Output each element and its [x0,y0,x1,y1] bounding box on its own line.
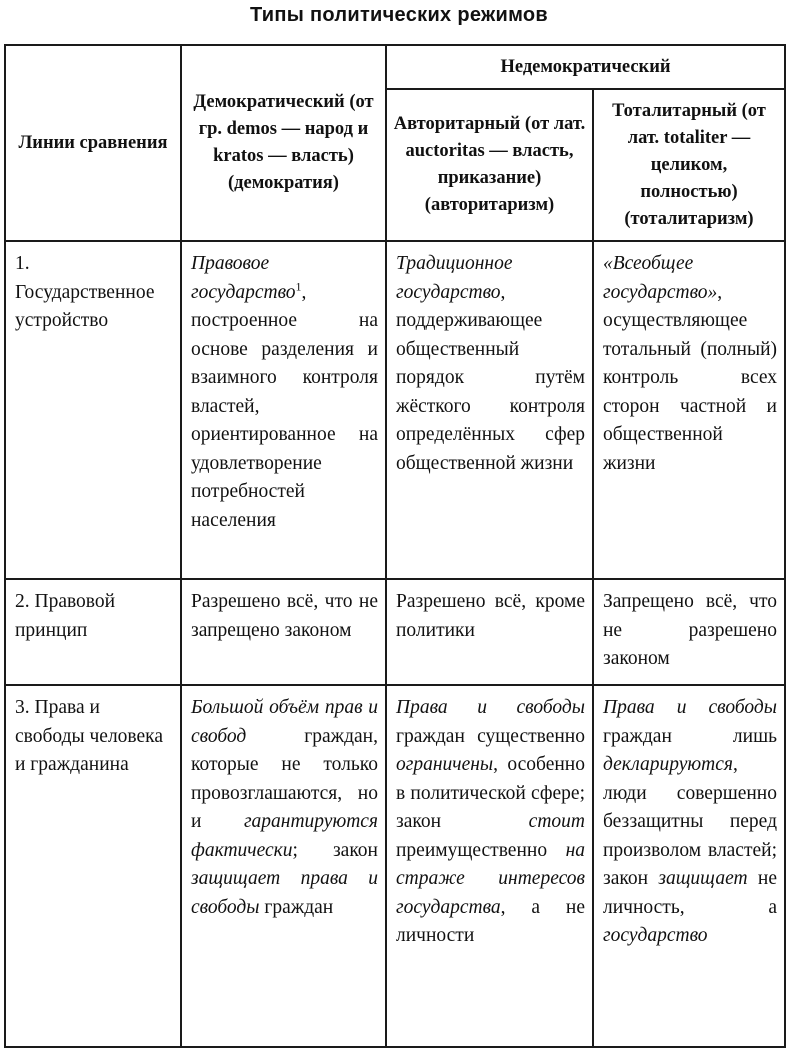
democratic-cell: Большой объём прав и свобод граждан, которые не только провозглашаются, но и гарантируются фактически; закон защищает права и свободы граждан [181,685,386,1047]
democratic-cell: Правовое государство$^1$, построенное на основе разделения и взаимного контроля властей, ориентированное на удовлетворение потребностей населения [181,241,386,579]
header-criteria: Линии сравнения [5,45,181,241]
header-nondemocratic: Недемократический [386,45,785,89]
regimes-table [4,44,786,1048]
table-row [5,685,785,1047]
totalitarian-cell: Права и свободы граждан лишь декларируются, люди совершенно беззащитны перед произволом властей; закон защищает не личность, а государство [593,685,785,1047]
democratic-cell: Разрешено всё, что не запрещено законом [181,579,386,685]
criterion-cell: 1. Государственное устройство [5,241,181,579]
header-democratic: Демократический (от гр. demos — народ и kratos — власть) (демократия) [181,45,386,241]
header-authoritarian: Авторитарный (от лат. auctoritas — власть, приказание) (авторитаризм) [386,89,593,241]
authoritarian-cell: Разрешено всё, кроме политики [386,579,593,685]
table-row [5,579,785,685]
table-row [5,241,785,579]
totalitarian-cell: Запрещено всё, что не разрешено законом [593,579,785,685]
header-totalitarian: Тоталитарный (от лат. totaliter — целиком, полностью) (тоталитаризм) [593,89,785,241]
authoritarian-cell: Права и свободы граждан существенно ограничены, особенно в политической сфере; закон стоит преимущественно на страже интересов государства, а не личности [386,685,593,1047]
page-title: Типы политических режимов [249,4,549,26]
totalitarian-cell: «Всеобщее государство», осуществляющее тотальный (полный) контроль всех сторон частной и общественной жизни [593,241,785,579]
criterion-cell: 2. Правовой принцип [5,579,181,685]
authoritarian-cell: Традиционное государство, поддерживающее общественный порядок путём жёсткого контроля определённых сфер общественной жизни [386,241,593,579]
criterion-cell: 3. Права и свободы человека и гражданина [5,685,181,1047]
